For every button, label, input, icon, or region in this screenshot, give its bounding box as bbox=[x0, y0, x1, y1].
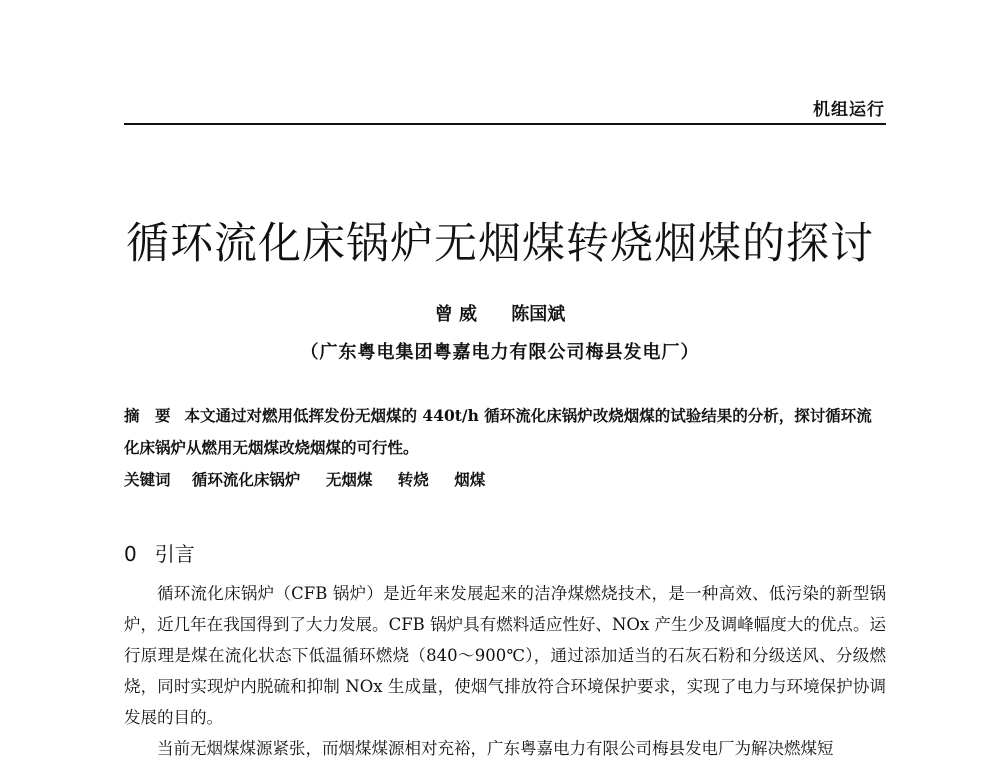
keyword: 循环流化床锅炉 bbox=[191, 470, 301, 489]
keyword: 烟煤 bbox=[454, 470, 486, 489]
author-1: 曾 威 bbox=[434, 304, 477, 325]
header-rule bbox=[124, 123, 886, 125]
keyword: 转烧 bbox=[397, 470, 429, 489]
section-title: 引言 bbox=[154, 542, 195, 566]
abstract-text: 本文通过对燃用低挥发份无烟煤的 440t/h 循环流化床锅炉改烧烟煤的试验结果的分析，探讨循环流化床锅炉从燃用无烟煤改烧烟煤的可行性。 bbox=[124, 406, 872, 457]
affiliation: （广东粤电集团粤嘉电力有限公司梅县发电厂） bbox=[300, 342, 700, 363]
abstract bbox=[124, 400, 886, 463]
section-number: 0 bbox=[124, 542, 137, 566]
keywords bbox=[124, 468, 886, 490]
running-header: 机组运行 bbox=[813, 100, 885, 120]
section-heading bbox=[124, 538, 195, 567]
keywords-label: 关键词 bbox=[124, 471, 171, 489]
keyword: 无烟煤 bbox=[325, 470, 373, 489]
author-2: 陈国斌 bbox=[511, 304, 566, 325]
paragraph: 当前无烟煤煤源紧张，而烟煤煤源相对充裕，广东粤嘉电力有限公司梅县发电厂为解决燃煤短 bbox=[157, 739, 834, 758]
authors bbox=[0, 300, 1000, 326]
abstract-label: 摘 要 bbox=[124, 407, 171, 425]
body-text bbox=[124, 578, 886, 764]
paragraph: 循环流化床锅炉（CFB 锅炉）是近年来发展起来的洁净煤燃烧技术，是一种高效、低污染的新型锅炉，近几年在我国得到了大力发展。CFB 锅炉具有燃料适应性好、NOx 产生少及调峰幅度大的优点。运行原理是煤在流化状态下低温循环燃烧（840～900℃），通过添加适当的石灰石粉和分级送风、分级燃烧，同时实现炉内脱硫和抑制 NOx 生成量，使烟气排放符合环境保护要求，实现了电力与环境保护协调发展的目的。 bbox=[124, 584, 886, 727]
paper-title: 循环流化床锅炉无烟煤转烧烟煤的探讨 bbox=[126, 219, 874, 269]
